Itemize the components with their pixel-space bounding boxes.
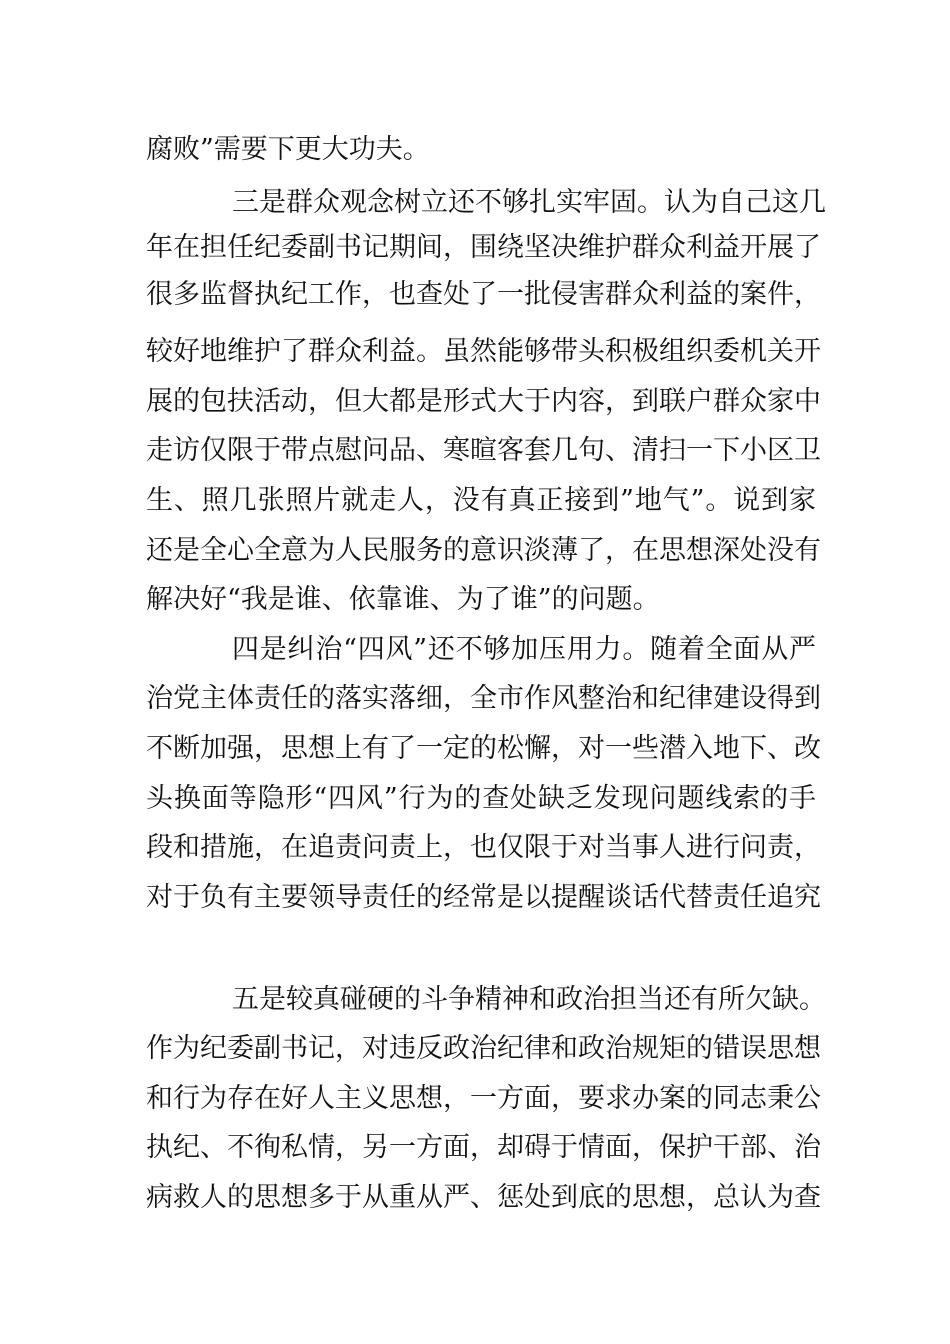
text-line-18: 作为纪委副书记，对违反政治纪律和政治规矩的错误思想 <box>146 1033 821 1064</box>
text-line-3: 年在担任纪委副书记期间，围绕坚决维护群众利益开展了 <box>146 232 821 263</box>
text-line-14: 头换面等隐形“四风”行为的查处缺乏发现问题线索的手 <box>146 783 816 814</box>
text-line-9: 还是全心全意为人民服务的意识淡薄了，在思想深处没有 <box>146 535 821 566</box>
text-line-21: 病救人的思想多于从重从严、惩处到底的思想，总认为查 <box>146 1182 821 1213</box>
text-line-6: 展的包扶活动，但大都是形式大于内容，到联户群众家中 <box>146 386 821 417</box>
text-line-1: 腐败”需要下更大功夫。 <box>146 134 430 165</box>
text-line-10: 解决好“我是谁、依靠谁、为了谁”的问题。 <box>146 584 660 615</box>
paragraph-4-first-line: 四是纠治“四风”还不够加压用力。随着全面从严 <box>232 634 816 665</box>
text-line-13: 不断加强，思想上有了一定的松懈，对一些潜入地下、改 <box>146 733 821 764</box>
paragraph-5-first-line: 五是较真碰硬的斗争精神和政治担当还有所欠缺。 <box>232 984 826 1015</box>
text-line-7: 走访仅限于带点慰问品、寒暄客套几句、清扫一下小区卫 <box>146 435 821 466</box>
text-line-4: 很多监督执纪工作，也查处了一批侵害群众利益的案件， <box>146 279 821 310</box>
text-line-20: 执纪、不徇私情，另一方面，却碍于情面，保护干部、治 <box>146 1132 821 1163</box>
text-line-8: 生、照几张照片就走人，没有真正接到”地气”。说到家 <box>146 485 816 516</box>
text-line-12: 治党主体责任的落实落细，全市作风整治和纪律建设得到 <box>146 683 821 714</box>
text-line-15: 段和措施，在追责问责上，也仅限于对当事人进行问责， <box>146 832 821 863</box>
text-line-5: 较好地维护了群众利益。虽然能够带头积极组织委机关开 <box>146 336 821 367</box>
paragraph-3-first-line: 三是群众观念树立还不够扎实牢固。认为自己这几 <box>232 187 826 218</box>
text-line-19: 和行为存在好人主义思想，一方面，要求办案的同志秉公 <box>146 1083 821 1114</box>
text-line-16: 对于负有主要领导责任的经常是以提醒谈话代替责任追究 <box>146 882 821 913</box>
